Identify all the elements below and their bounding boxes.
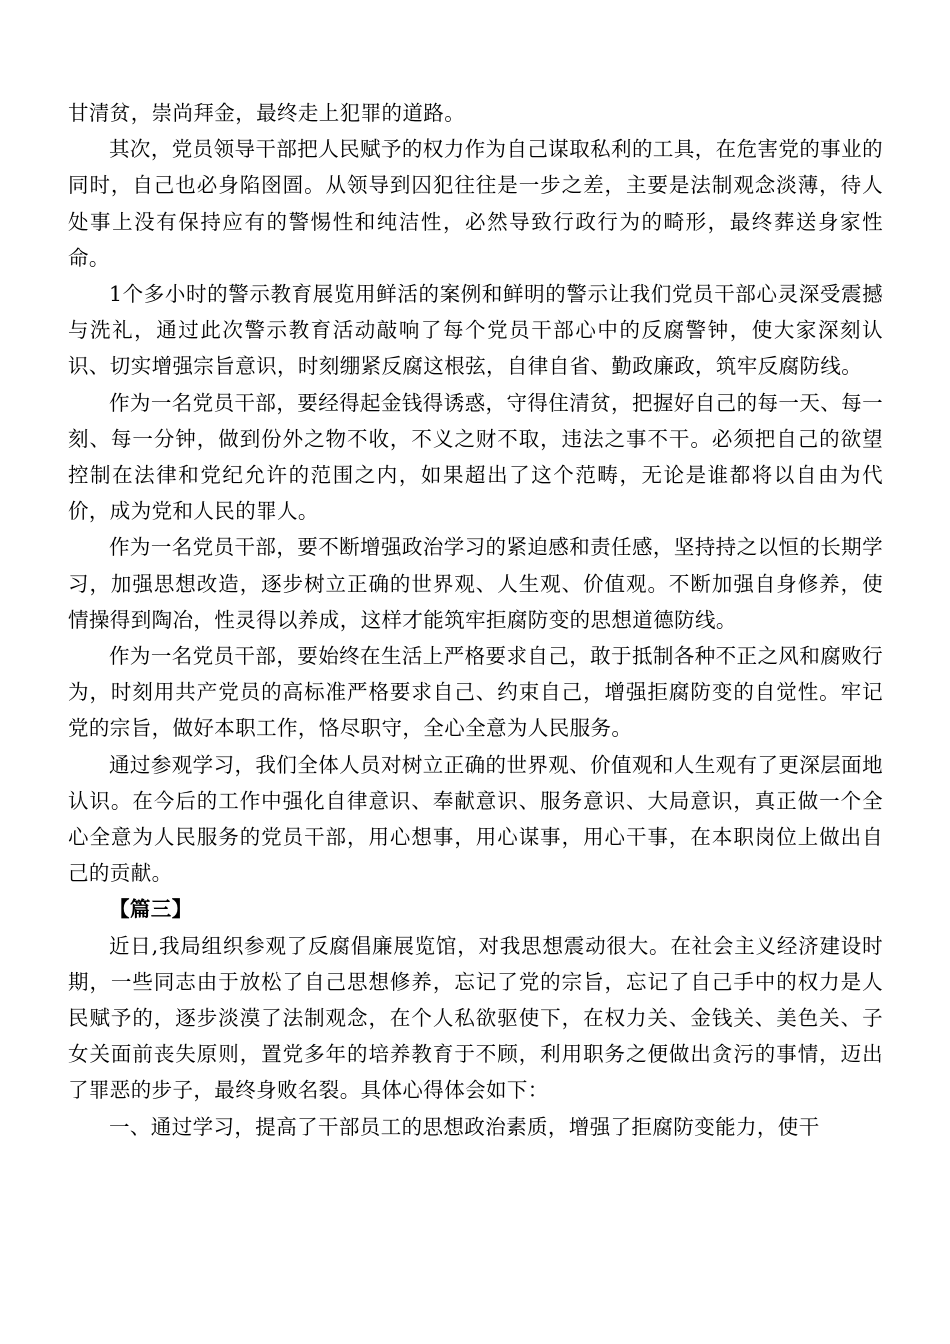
paragraph-5: 作为一名党员干部，要不断增强政治学习的紧迫感和责任感，坚持持之以恒的长期学习，加强思想改造，逐步树立正确的世界观、人生观、价值观。不断加强自身修养，使情操得到陶冶，性灵得以养成，这样才能筑牢拒腐防变的思想道德防线。 — [68, 535, 883, 632]
paragraph-2: 其次，党员领导干部把人民赋予的权力作为自己谋取私利的工具，在危害党的事业的同时，自己也必身陷囹圄。从领导到囚犯往往是一步之差，主要是法制观念淡薄，待人处事上没有保持应有的警惕性和纯洁性，必然导致行政行为的畸形，最终葬送身家性命。 — [68, 137, 883, 270]
paragraph-6: 作为一名党员干部，要始终在生活上严格要求自己，敢于抵制各种不正之风和腐败行为，时刻用共产党员的高标准严格要求自己、约束自己，增强拒腐防变的自觉性。牢记党的宗旨，做好本职工作，恪尽职守，全心全意为人民服务。 — [68, 644, 883, 741]
document-page — [68, 95, 883, 1145]
paragraph-3: 1个多小时的警示教育展览用鲜活的案例和鲜明的警示让我们党员干部心灵深受震撼与洗礼，通过此次警示教育活动敲响了每个党员干部心中的反腐警钟，使大家深刻认识、切实增强宗旨意识，时刻绷紧反腐这根弦，自律自省、勤政廉政，筑牢反腐防线。 — [68, 282, 883, 379]
paragraph-1: 甘清贫，崇尚拜金，最终走上犯罪的道路。 — [68, 101, 466, 125]
paragraph-9: 一、通过学习，提高了干部员工的思想政治素质，增强了拒腐防变能力，使干 — [109, 1114, 820, 1139]
paragraph-7: 通过参观学习，我们全体人员对树立正确的世界观、价值观和人生观有了更深层面地认识。在今后的工作中强化自律意识、奉献意识、服务意识、大局意识，真正做一个全心全意为人民服务的党员干部，用心想事，用心谋事，用心干事，在本职岗位上做出自己的贡献。 — [68, 752, 883, 886]
section-heading: 【篇三】 — [109, 897, 193, 922]
paragraph-8: 近日,我局组织参观了反腐倡廉展览馆，对我思想震动很大。在社会主义经济建设时期，一些同志由于放松了自己思想修养，忘记了党的宗旨，忘记了自己手中的权力是人民赋予的，逐步淡漠了法制观念，在个人私欲驱使下，在权力关、金钱关、美色关、子女关面前丧失原则，置党多年的培养教育于不顾，利用职务之便做出贪污的事情，迈出了罪恶的步子，最终身败名裂。具体心得体会如下： — [68, 933, 883, 1103]
paragraph-4: 作为一名党员干部，要经得起金钱得诱惑，守得住清贫，把握好自己的每一天、每一刻、每一分钟，做到份外之物不收，不义之财不取，违法之事不干。必须把自己的欲望控制在法律和党纪允许的范围之内，如果超出了这个范畴，无论是谁都将以自由为代价，成为党和人民的罪人。 — [68, 390, 883, 524]
